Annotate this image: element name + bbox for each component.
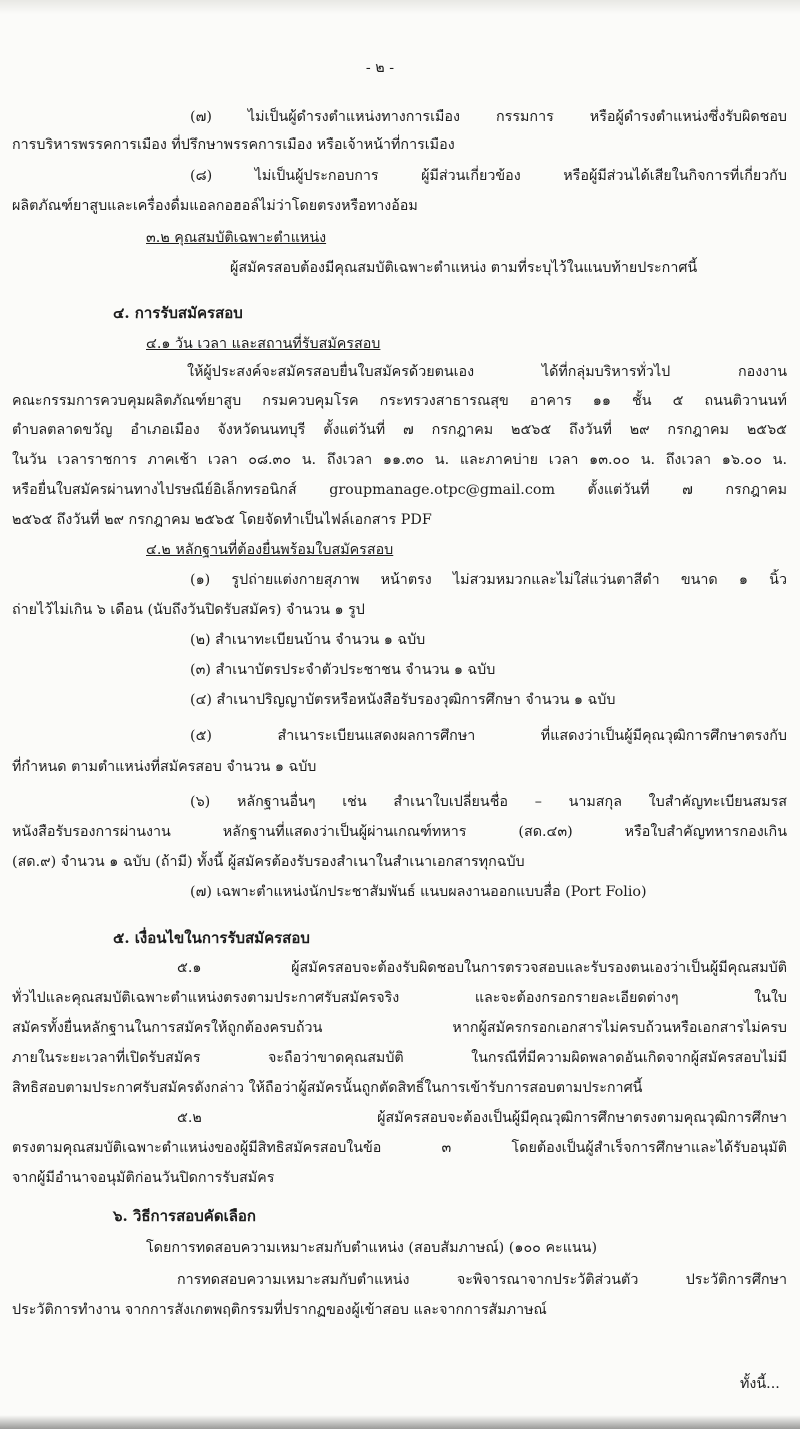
body-line: คณะกรรมการควบคุมผลิตภัณฑ์ยาสูบ กรมควบคุมโรค กระทรวงสาธารณสุข อาคาร ๑๑ ชั้น ๕ ถนนติวานนท์ [12, 393, 787, 409]
body-line: ถ่ายไว้ไม่เกิน ๖ เดือน (นับถึงวันปิดรับสมัคร) จำนวน ๑ รูป [12, 602, 365, 618]
body-line: ๕.๑ ผู้สมัครสอบจะต้องรับผิดชอบในการตรวจสอบและรับรองตนเองว่าเป็นผู้มีคุณสมบัติ [177, 960, 787, 976]
body-line: ตรงตามคุณสมบัติเฉพาะตำแหน่งของผู้มีสิทธิสมัครสอบในข้อ ๓ โดยต้องเป็นผู้สำเร็จการศึกษาและได้รับอนุมัติ [12, 1140, 787, 1156]
body-line: (สด.๙) จำนวน ๑ ฉบับ (ถ้ามี) ทั้งนี้ ผู้สมัครต้องรับรองสำเนาในสำเนาเอกสารทุกฉบับ [12, 854, 525, 870]
body-line: (๑) รูปถ่ายแต่งกายสุภาพ หน้าตรง ไม่สวมหมวกและไม่ใส่แว่นตาสีดำ ขนาด ๑ นิ้ว [190, 572, 787, 588]
body-line: สมัครทั้งยื่นหลักฐานในการสมัครให้ถูกต้องครบถ้วน หากผู้สมัครกรอกเอกสารไม่ครบถ้วนหรือเอกสารไม่ครบ [12, 1020, 787, 1036]
body-line: ตำบลตลาดขวัญ อำเภอเมือง จังหวัดนนทบุรี ตั้งแต่วันที่ ๗ กรกฎาคม ๒๕๖๕ ถึงวันที่ ๒๙ กรกฎาคม ๒๕๖๕ [12, 422, 787, 438]
body-line: ที่กำหนด ตามตำแหน่งที่สมัครสอบ จำนวน ๑ ฉบับ [12, 759, 317, 775]
page-number: - ๒ - [365, 60, 395, 76]
body-line: การบริหารพรรคการเมือง ที่ปรึกษาพรรคการเมือง หรือเจ้าหน้าที่การเมือง [12, 137, 455, 153]
body-line: ในวัน เวลาราชการ ภาคเช้า เวลา ๐๘.๓๐ น. ถึงเวลา ๑๑.๓๐ น. และภาคบ่าย เวลา ๑๓.๐๐ น. ถึงเวลา ๑๖.๐๐ น. [12, 452, 787, 468]
body-line: (๖) หลักฐานอื่นๆ เช่น สำเนาใบเปลี่ยนชื่อ – นามสกุล ใบสำคัญทะเบียนสมรส [190, 794, 787, 810]
subheading-3-2: ๓.๒ คุณสมบัติเฉพาะตำแหน่ง [146, 230, 327, 246]
body-line: (๓) สำเนาบัตรประจำตัวประชาชน จำนวน ๑ ฉบับ [190, 662, 496, 678]
body-line: ภายในระยะเวลาที่เปิดรับสมัคร จะถือว่าขาดคุณสมบัติ ในกรณีที่มีความผิดพลาดอันเกิดจากผู้สมัครสอบไม่มี [12, 1050, 787, 1066]
body-line: หรือยื่นใบสมัครผ่านทางไปรษณีย์อิเล็กทรอนิกส์ groupmanage.otpc@gmail.com ตั้งแต่วันที่ ๗ กรกฎาคม [12, 482, 787, 498]
body-line: จากผู้มีอำนาจอนุมัติก่อนวันปิดการรับสมัคร [12, 1170, 275, 1186]
body-line: (๔) สำเนาปริญญาบัตรหรือหนังสือรับรองวุฒิการศึกษา จำนวน ๑ ฉบับ [190, 692, 616, 708]
heading-section-5: ๕. เงื่อนไขในการรับสมัครสอบ [113, 929, 310, 947]
body-line: โดยการทดสอบความเหมาะสมกับตำแหน่ง (สอบสัมภาษณ์) (๑๐๐ คะแนน) [146, 1240, 598, 1256]
line-item-8: (๘) ไม่เป็นผู้ประกอบการ ผู้มีส่วนเกี่ยวข้อง หรือผู้มีส่วนได้เสียในกิจการที่เกี่ยวกับ [190, 168, 787, 184]
body-line: (๗) เฉพาะตำแหน่งนักประชาสัมพันธ์ แนบผลงานออกแบบสื่อ (Port Folio) [190, 884, 647, 900]
body-line: ทั่วไปและคุณสมบัติเฉพาะตำแหน่งตรงตามประกาศรับสมัครจริง และจะต้องกรอกรายละเอียดต่างๆ ในใบ [12, 990, 787, 1006]
body-line: ๕.๒ ผู้สมัครสอบจะต้องเป็นผู้มีคุณวุฒิการศึกษาตรงตามคุณวุฒิการศึกษา [177, 1110, 787, 1126]
heading-section-4: ๔. การรับสมัครสอบ [113, 304, 243, 322]
continuation-text: ทั้งนี้... [740, 1376, 780, 1392]
subheading-4-2: ๔.๒ หลักฐานที่ต้องยื่นพร้อมใบสมัครสอบ [146, 542, 394, 558]
body-line: (๕) สำเนาระเบียนแสดงผลการศึกษา ที่แสดงว่าเป็นผู้มีคุณวุฒิการศึกษาตรงกับ [190, 728, 787, 744]
body-line: ผู้สมัครสอบต้องมีคุณสมบัติเฉพาะตำแหน่ง ตามที่ระบุไว้ในแนบท้ายประกาศนี้ [230, 260, 698, 276]
body-line: ๒๕๖๕ ถึงวันที่ ๒๙ กรกฎาคม ๒๕๖๕ โดยจัดทำเป็นไฟล์เอกสาร PDF [12, 512, 432, 528]
body-line: ประวัติการทำงาน จากการสังเกตพฤติกรรมที่ปรากฏของผู้เข้าสอบ และจากการสัมภาษณ์ [12, 1302, 547, 1318]
heading-section-6: ๖. วิธีการสอบคัดเลือก [113, 1207, 256, 1225]
body-line: หนังสือรับรองการผ่านงาน หลักฐานที่แสดงว่าเป็นผู้ผ่านเกณฑ์ทหาร (สด.๔๓) หรือใบสำคัญทหารกองเกิน [12, 824, 787, 840]
body-line: สิทธิสอบตามประกาศรับสมัครดังกล่าว ให้ถือว่าผู้สมัครนั้นถูกตัดสิทธิ์ในการเข้ารับการสอบตามประกาศนี้ [12, 1080, 643, 1096]
body-line: ให้ผู้ประสงค์จะสมัครสอบยื่นใบสมัครด้วยตนเอง ได้ที่กลุ่มบริหารทั่วไป กองงาน [187, 364, 787, 380]
line-item-7: (๗) ไม่เป็นผู้ดำรงตำแหน่งทางการเมือง กรรมการ หรือผู้ดำรงตำแหน่งซึ่งรับผิดชอบ [190, 109, 787, 125]
body-line: (๒) สำเนาทะเบียนบ้าน จำนวน ๑ ฉบับ [190, 632, 426, 648]
subheading-4-1: ๔.๑ วัน เวลา และสถานที่รับสมัครสอบ [146, 336, 381, 352]
body-line: การทดสอบความเหมาะสมกับตำแหน่ง จะพิจารณาจากประวัติส่วนตัว ประวัติการศึกษา [177, 1272, 787, 1288]
body-line: ผลิตภัณฑ์ยาสูบและเครื่องดื่มแอลกอฮอล์ไม่ว่าโดยตรงหรือทางอ้อม [12, 198, 418, 214]
